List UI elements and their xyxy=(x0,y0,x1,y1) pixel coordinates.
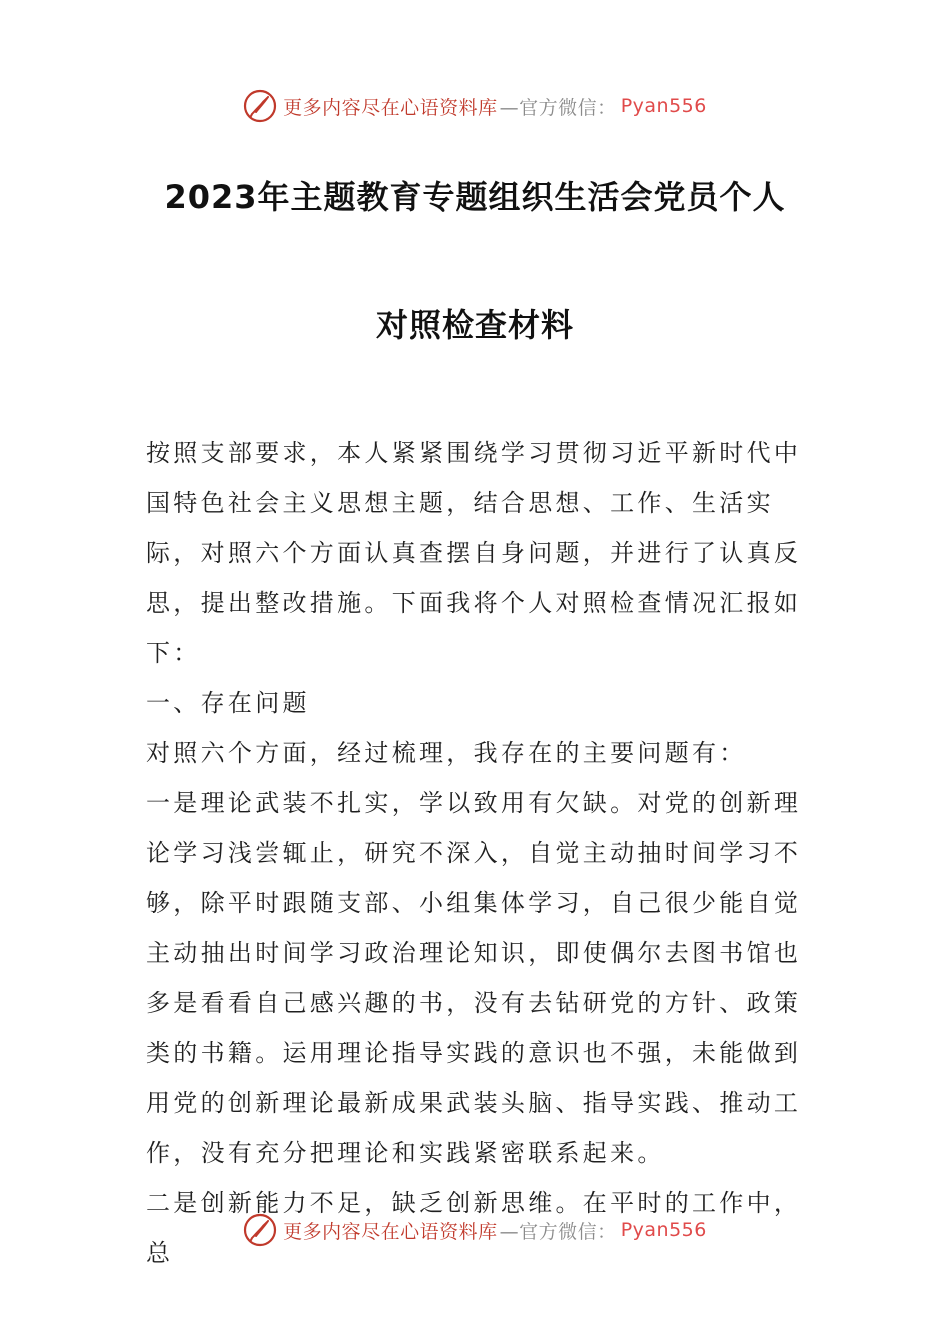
document-body xyxy=(146,428,806,1278)
watermark-text: 更多内容尽在心语资料库 xyxy=(283,1220,498,1243)
body-paragraph: 对照六个方面，经过梳理，我存在的主要问题有： xyxy=(146,739,747,767)
body-paragraph: 一是理论武装不扎实，学以致用有欠缺。对党的创新理论学习浅尝辄止，研究不深入，自觉主动抽时间学习不够，除平时跟随支部、小组集体学习，自己很少能自觉主动抽出时间学习政治理论知识，即使偶尔去图书馆也多是看看自己感兴趣的书，没有去钻研党的方针、政策类的书籍。运用理论指导实践的意识也不强，未能做到用党的创新理论最新成果武装头脑、指导实践、推动工作，没有充分把理论和实践紧密联系起来。 xyxy=(146,789,802,1167)
body-paragraph: 二是创新能力不足，缺乏创新思维。在平时的工作中，总 xyxy=(146,1189,802,1267)
watermark-wechat-id: Pyan556 xyxy=(620,95,707,117)
watermark-header xyxy=(0,86,950,126)
intro-paragraph: 按照支部要求，本人紧紧围绕学习贯彻习近平新时代中国特色社会主义思想主题，结合思想、工作、生活实际，对照六个方面认真查摆自身问题，并进行了认真反思，提出整改措施。下面我将个人对照检查情况汇报如下： xyxy=(146,439,802,667)
document-title-line-2: 对照检查材料 xyxy=(375,306,574,344)
quill-logo-icon xyxy=(243,89,277,123)
quill-logo-icon xyxy=(243,1213,277,1247)
watermark-wechat-label: —官方微信： xyxy=(499,1220,617,1243)
watermark-text: 更多内容尽在心语资料库 xyxy=(283,96,498,119)
watermark-wechat-label: —官方微信： xyxy=(499,96,617,119)
watermark-wechat-id: Pyan556 xyxy=(620,1219,707,1241)
watermark-footer xyxy=(0,1210,950,1250)
section-heading: 一、存在问题 xyxy=(146,689,310,717)
document-title-line-1: 2023年主题教育专题组织生活会党员个人 xyxy=(164,178,786,216)
